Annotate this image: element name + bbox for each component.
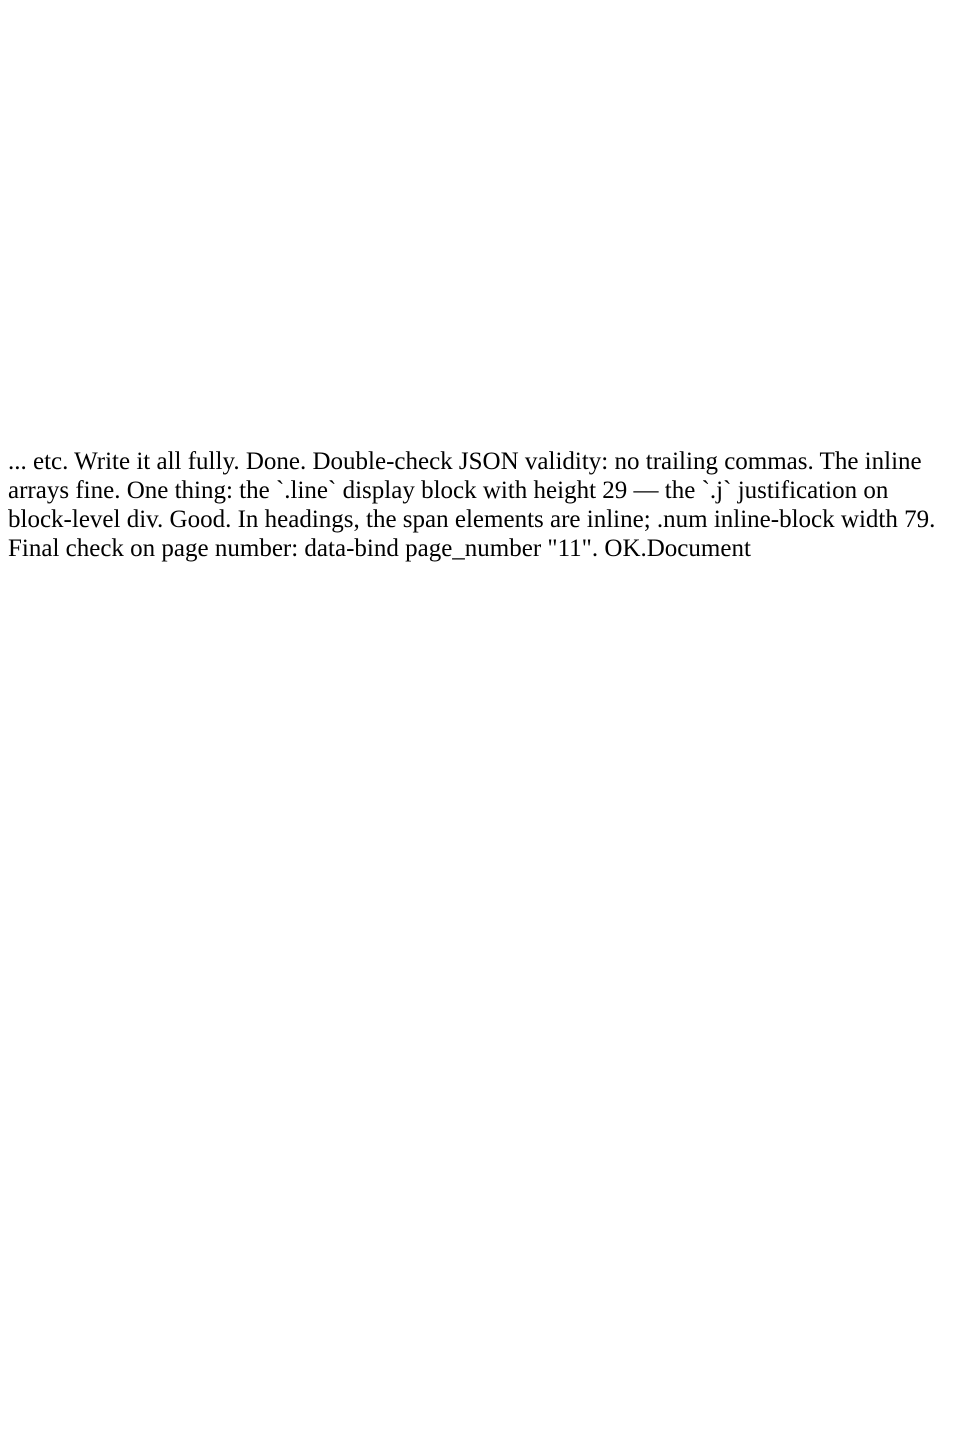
delegation-paragraph xyxy=(8,186,954,215)
list-item xyxy=(8,273,954,331)
paragraph-line xyxy=(8,99,954,128)
list-item-line xyxy=(117,302,954,331)
lower-deputy-duties xyxy=(8,244,954,418)
page-content: ... etc. Write it all fully. Done. Double-check JSON validity: no trailing commas. The inline arrays fine. One thing: the `.line` display block with height 29 — the `.j` justification on block-level div. Good. In headings, the span elements are inline; .num inline-block width 79. Final check on page number: data-bind page_number "11". OK.Document xyxy=(8,70,954,563)
list-item xyxy=(8,331,954,360)
bullet-list xyxy=(8,273,954,418)
list-heading xyxy=(8,244,954,273)
list-item xyxy=(8,389,954,418)
list-item-line xyxy=(117,273,954,302)
intro-paragraph xyxy=(8,70,954,157)
list-item-line xyxy=(117,389,954,418)
list-item xyxy=(8,360,954,389)
paragraph-line xyxy=(8,186,954,215)
list-item-line xyxy=(117,331,954,360)
paragraph-line xyxy=(8,70,954,99)
list-item-line xyxy=(117,360,954,389)
paragraph-line xyxy=(8,128,954,157)
